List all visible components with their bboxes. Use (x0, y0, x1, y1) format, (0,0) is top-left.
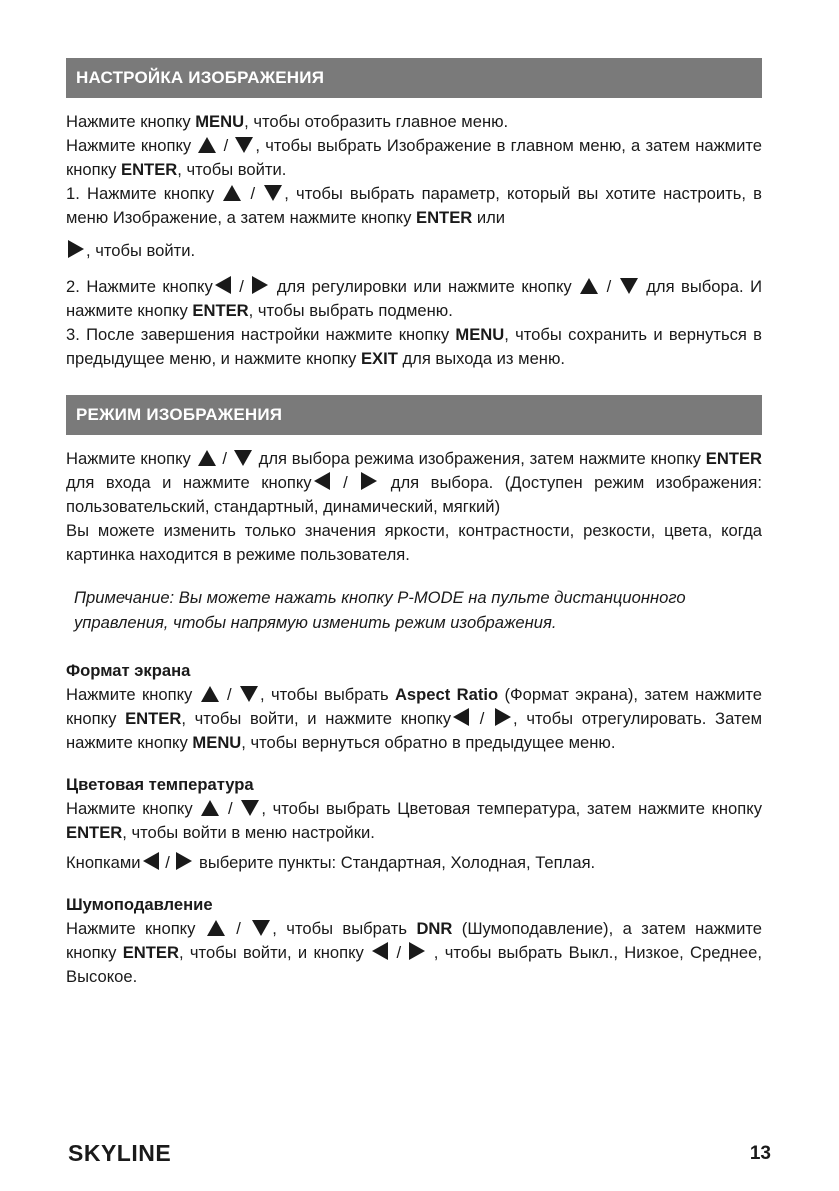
page-number: 13 (749, 1143, 771, 1164)
up-arrow-icon (223, 185, 241, 201)
section-body (66, 447, 762, 567)
down-arrow-icon (252, 920, 270, 936)
right-arrow-icon (252, 276, 268, 294)
up-arrow-icon (207, 920, 225, 936)
paragraph: Нажмите кнопку / , чтобы выбрать Цветовая температура, затем нажмите кнопку ENTER, чтобы войти в меню настройки. (66, 799, 763, 842)
paragraph: Нажмите кнопку / , чтобы выбрать DNR (Шумоподавление), а затем нажмите кнопку ENTER, чтобы войти, и кнопку / , чтобы выбрать Выкл., Низкое, Среднее, Высокое. (66, 919, 762, 986)
manual-page (66, 58, 762, 1011)
subsection-noise-reduction (66, 893, 762, 989)
down-arrow-icon (241, 800, 259, 816)
paragraph: Кнопками / выберите пункты: Стандартная, Холодная, Теплая. (66, 853, 596, 872)
section-header-picture-settings: НАСТРОЙКА ИЗОБРАЖЕНИЯ (66, 58, 762, 98)
subsection-color-temperature (66, 773, 762, 875)
up-arrow-icon (201, 686, 219, 702)
section-header-picture-mode: РЕЖИМ ИЗОБРАЖЕНИЯ (66, 395, 762, 435)
brand-logo: SKYLINE (68, 1140, 172, 1166)
up-arrow-icon (198, 137, 216, 153)
down-arrow-icon (234, 450, 252, 466)
subsection-aspect-ratio (66, 659, 762, 755)
subsection-heading: Формат экрана (66, 661, 191, 680)
left-arrow-icon (143, 852, 159, 870)
paragraph: Нажмите кнопку / , чтобы выбрать Aspect Ratio (Формат экрана), затем нажмите кнопку ENTER, чтобы войти, и нажмите кнопку / , чтобы отрегулировать. Затем нажмите кнопку MENU, чтобы вернуться обратно в предыдущее меню. (66, 685, 762, 752)
down-arrow-icon (264, 185, 282, 201)
subsection-heading: Цветовая температура (66, 775, 254, 794)
paragraph: 3. После завершения настройки нажмите кнопку MENU, чтобы сохранить и вернуться в предыдущее меню, и нажмите кнопку EXIT для выхода из меню. (66, 325, 762, 368)
paragraph: Вы можете изменить только значения яркости, контрастности, резкости, цвета, когда картинка находится в режиме пользователя. (66, 521, 762, 564)
left-arrow-icon (453, 708, 469, 726)
left-arrow-icon (314, 472, 330, 490)
right-arrow-icon (176, 852, 192, 870)
up-arrow-icon (198, 450, 216, 466)
right-arrow-icon (409, 942, 425, 960)
down-arrow-icon (240, 686, 258, 702)
section-picture-mode (66, 395, 762, 989)
paragraph: Нажмите кнопку MENU, чтобы отобразить главное меню. (66, 112, 509, 131)
left-arrow-icon (372, 942, 388, 960)
paragraph: 2. Нажмите кнопку / для регулировки или нажмите кнопку / для выбора. И нажмите кнопку ENTER, чтобы выбрать подменю. (66, 277, 762, 320)
section-picture-settings (66, 58, 762, 371)
down-arrow-icon (235, 137, 253, 153)
up-arrow-icon (201, 800, 219, 816)
paragraph: Нажмите кнопку / для выбора режима изображения, затем нажмите кнопку ENTER для входа и нажмите кнопку / для выбора. (Доступен режим изображения: пользовательский, стандартный, динамический, мягкий) (66, 449, 763, 516)
note-text: Примечание: Вы можете нажать кнопку P-MODE на пульте дистанционного управления, чтобы напрямую изменить режим изображения. (74, 588, 686, 632)
up-arrow-icon (580, 278, 598, 294)
right-arrow-icon (495, 708, 511, 726)
paragraph: Нажмите кнопку / , чтобы выбрать Изображение в главном меню, а затем нажмите кнопку ENTER, чтобы войти. (66, 136, 763, 179)
right-arrow-icon (68, 240, 84, 258)
section-body (66, 110, 762, 371)
paragraph: 1. Нажмите кнопку / , чтобы выбрать параметр, который вы хотите настроить, в меню Изображение, а затем нажмите кнопку ENTER или , чтобы войти. (66, 184, 762, 260)
left-arrow-icon (215, 276, 231, 294)
right-arrow-icon (361, 472, 377, 490)
down-arrow-icon (620, 278, 638, 294)
subsection-heading: Шумоподавление (66, 895, 213, 914)
